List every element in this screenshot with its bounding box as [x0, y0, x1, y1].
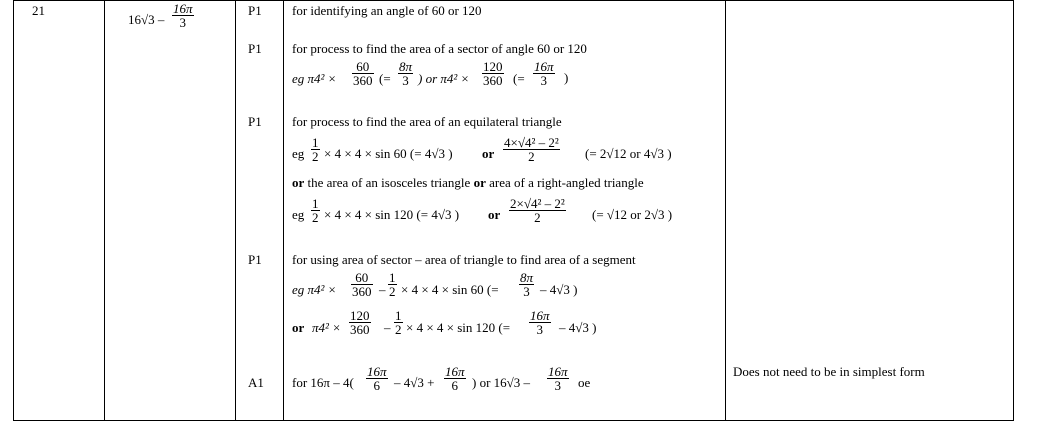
mark-code: P1: [248, 252, 262, 267]
mark2-fraction: [482, 60, 504, 87]
column-border: [235, 0, 236, 421]
text: the area of an isosceles triangle: [307, 175, 471, 190]
mark3-result: (= √12 or 2√3 ): [592, 207, 673, 222]
or-keyword: or: [292, 175, 305, 190]
frac-den: 2: [503, 149, 560, 163]
mark2-fraction: [398, 60, 413, 87]
column-border: [1013, 0, 1014, 421]
frac-den: 3: [529, 322, 551, 336]
mark5-oe: oe: [578, 375, 591, 390]
mark1-description: for identifying an angle of 60 or 120: [292, 3, 482, 18]
mark5-text: for 16π – 4(: [292, 375, 354, 390]
mark4-fraction: [351, 271, 373, 298]
mark3-half: [311, 136, 320, 163]
mark2-fraction: [352, 60, 374, 87]
frac-num: 16π: [548, 364, 568, 379]
mark4-description: for using area of sector – area of triangle to find area of a segment: [292, 252, 636, 267]
frac-den: 2: [509, 210, 566, 224]
mark5-fraction: [444, 365, 466, 392]
frac-den: 2: [312, 149, 319, 164]
frac-den: 360: [350, 322, 370, 337]
mark4-half: [394, 309, 403, 336]
mark4-text: π4² ×: [312, 320, 341, 335]
mark2-text: ): [564, 70, 569, 85]
mark2-text: (=: [379, 71, 391, 86]
mark4-or: or: [292, 320, 305, 335]
mark3-root-fraction: [503, 136, 560, 163]
mark5-fraction: [547, 365, 569, 392]
frac-den: 6: [366, 378, 388, 392]
column-border: [13, 0, 14, 421]
frac-den: 3: [533, 73, 555, 87]
frac-num: 1: [312, 196, 319, 211]
text: area of a right-angled triangle: [489, 175, 644, 190]
mark3-or: or: [482, 146, 495, 161]
mark4-fraction: [529, 309, 551, 336]
frac-num: 16π: [534, 59, 554, 74]
mark5-fraction: [366, 365, 388, 392]
guidance-comment: Does not need to be in simplest form: [733, 364, 925, 379]
column-border: [725, 0, 726, 421]
frac-num: 60: [355, 270, 369, 285]
frac-den: 3: [519, 284, 534, 298]
mark3-expression: × 4 × 4 × sin 120 (= 4√3 ): [324, 207, 460, 222]
mark2-text: ) or π4² ×: [418, 71, 470, 86]
frac-num: 8π: [520, 270, 534, 285]
mark-code: P1: [248, 114, 262, 129]
frac-den: 3: [547, 378, 569, 392]
mark4-text: – 4√3 ): [540, 282, 578, 297]
mark4-half: [388, 271, 397, 298]
frac-num: 2×√4² – 2²: [510, 196, 565, 211]
frac-num: 120: [350, 308, 370, 323]
frac-num: 4×√4² – 2²: [504, 135, 559, 150]
mark-code: P1: [248, 3, 262, 18]
question-number: 21: [32, 3, 45, 18]
mark2-description: for process to find the area of a sector of angle 60 or 120: [292, 41, 587, 56]
mark4-fraction: [519, 271, 534, 298]
answer-frac-num: 16π: [173, 1, 193, 16]
frac-num: 1: [389, 270, 396, 285]
mark4-expression: × 4 × 4 × sin 60 (=: [401, 282, 499, 297]
frac-num: 16π: [367, 364, 387, 379]
mark4-text: –: [384, 320, 391, 335]
mark3-result: (= 2√12 or 4√3 ): [585, 146, 672, 161]
mark4-text: –: [379, 282, 386, 297]
frac-den: 6: [444, 378, 466, 392]
mark3-or-line: [292, 175, 644, 190]
or-keyword: or: [473, 175, 486, 190]
mark2-fraction: [533, 60, 555, 87]
mark3-eg: eg: [292, 207, 305, 222]
mark3-or: or: [488, 207, 501, 222]
frac-num: 1: [312, 135, 319, 150]
mark2-text: (=: [513, 71, 525, 86]
frac-num: 60: [356, 59, 370, 74]
frac-num: 16π: [530, 308, 550, 323]
mark2-eg: eg π4² ×: [292, 71, 337, 86]
mark-code: P1: [248, 41, 262, 56]
mark4-eg: eg π4² ×: [292, 282, 337, 297]
mark3-half: [311, 197, 320, 224]
frac-den: 360: [352, 284, 372, 299]
answer-lead: 16√3 –: [128, 12, 165, 27]
table-bottom-border: [13, 420, 1014, 421]
mark4-fraction: [349, 309, 371, 336]
mark4-expression: × 4 × 4 × sin 120 (=: [406, 320, 511, 335]
mark5-text: ) or 16√3 –: [472, 375, 531, 390]
mark4-text: – 4√3 ): [559, 320, 597, 335]
frac-den: 360: [353, 73, 373, 88]
column-border: [104, 0, 105, 421]
frac-num: 120: [483, 59, 503, 74]
frac-num: 16π: [445, 364, 465, 379]
frac-den: 3: [398, 73, 413, 87]
frac-den: 2: [389, 284, 396, 299]
mark3-eg: eg: [292, 146, 305, 161]
mark3-description: for process to find the area of an equilateral triangle: [292, 114, 562, 129]
mark-code: A1: [248, 375, 264, 390]
frac-den: 360: [483, 73, 503, 88]
frac-num: 8π: [399, 59, 413, 74]
frac-num: 1: [395, 308, 402, 323]
frac-den: 2: [312, 210, 319, 225]
table-top-border: [13, 0, 1014, 1]
mark3-root-fraction: [509, 197, 566, 224]
frac-den: 2: [395, 322, 402, 337]
answer-frac-den: 3: [172, 15, 194, 29]
mark5-text: – 4√3 +: [394, 375, 435, 390]
column-border: [283, 0, 284, 421]
answer-fraction: [172, 2, 194, 29]
mark3-expression: × 4 × 4 × sin 60 (= 4√3 ): [324, 146, 453, 161]
